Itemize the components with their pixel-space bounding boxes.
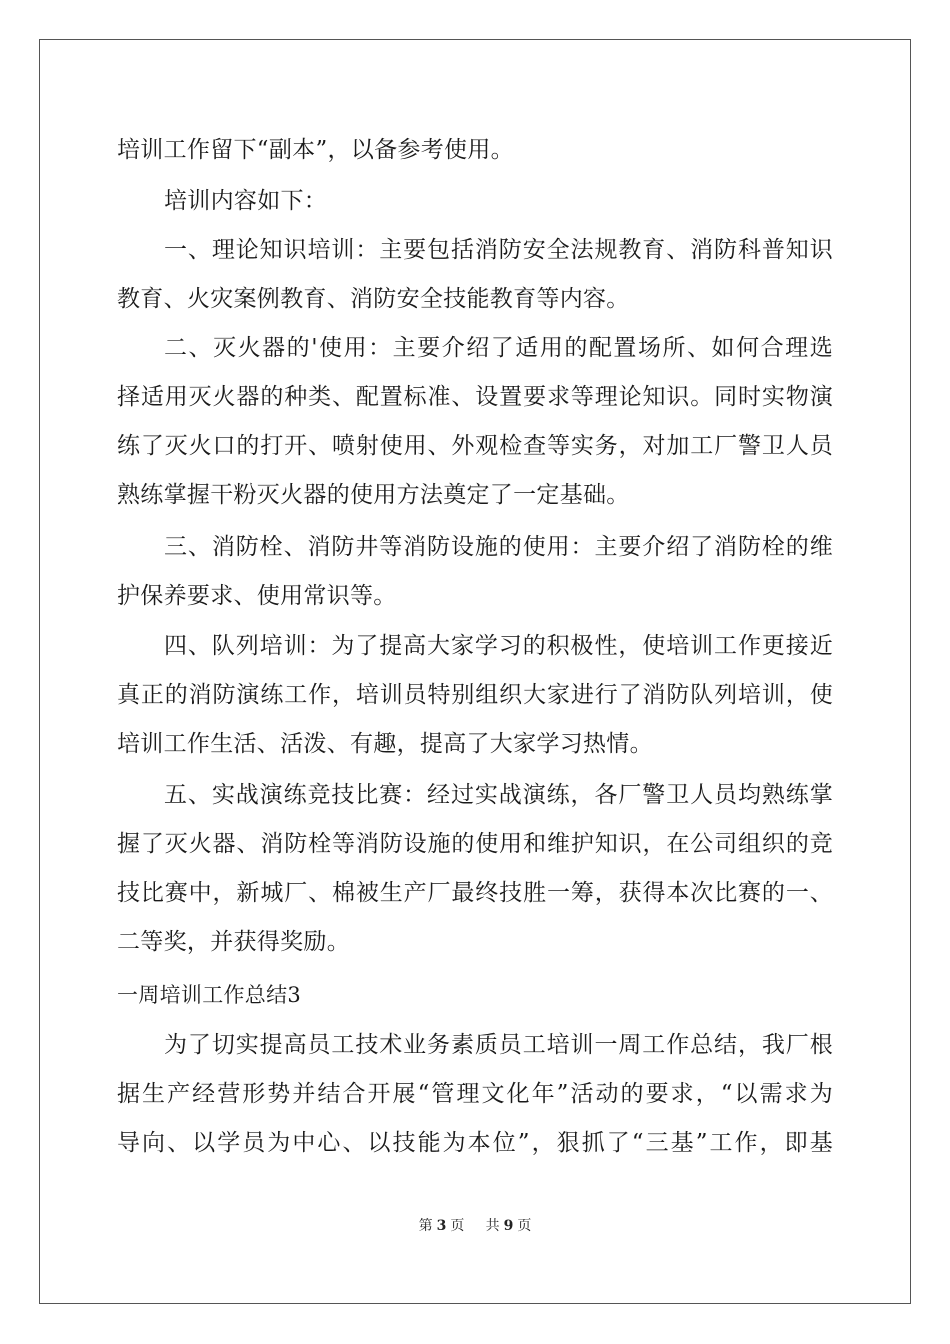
paragraph-line: 练了灭火口的打开、喷射使用、外观检查等实务，对加工厂警卫人员 [117, 433, 833, 459]
page-indicator [417, 1218, 467, 1234]
paragraph-line: 真正的消防演练工作，培训员特别组织大家进行了消防队列培训，使 [117, 682, 833, 708]
paragraph-line: 五、实战演练竞技比赛：经过实战演练，各厂警卫人员均熟练掌 [164, 782, 833, 808]
total-prefix: 共 [485, 1218, 500, 1234]
paragraph-line: 四、队列培训：为了提高大家学习的积极性，使培训工作更接近 [164, 633, 833, 659]
paragraph-line: 择适用灭火器的种类、配置标准、设置要求等理论知识。同时实物演 [117, 384, 833, 410]
total-suffix: 页 [517, 1218, 532, 1234]
paragraph-line: 技比赛中，新城厂、棉被生产厂最终技胜一筹，获得本次比赛的一、 [117, 880, 833, 906]
paragraph-line: 教育、火灾案例教育、消防安全技能教育等内容。 [117, 286, 630, 312]
paragraph-line: 二等奖，并获得奖励。 [117, 929, 350, 955]
paragraph-line: 据生产经营形势并结合开展“管理文化年”活动的要求，“以需求为 [117, 1081, 833, 1107]
paragraph-line: 护保养要求、使用常识等。 [117, 583, 397, 609]
page-suffix: 页 [450, 1218, 465, 1234]
paragraph-line: 培训工作生活、活泼、有趣，提高了大家学习热情。 [117, 731, 653, 757]
total-page-number: 9 [503, 1218, 514, 1234]
paragraph-line: 三、消防栓、消防井等消防设施的使用：主要介绍了消防栓的维 [164, 534, 833, 560]
paragraph-line: 培训工作留下“副本”，以备参考使用。 [117, 137, 514, 163]
paragraph-line: 为了切实提高员工技术业务素质员工培训一周工作总结，我厂根 [164, 1032, 833, 1058]
paragraph-line: 培训内容如下： [164, 188, 328, 214]
paragraph-line: 二、灭火器的'使用：主要介绍了适用的配置场所、如何合理选 [164, 335, 833, 361]
paragraph-line: 熟练掌握干粉灭火器的使用方法奠定了一定基础。 [117, 482, 630, 508]
paragraph-line: 握了灭火器、消防栓等消防设施的使用和维护知识，在公司组织的竞 [117, 831, 833, 857]
page-prefix: 第 [418, 1218, 433, 1234]
paragraph-line: 一、理论知识培训：主要包括消防安全法规教育、消防科普知识 [164, 237, 833, 263]
page-footer [0, 1217, 950, 1235]
section-heading: 一周培训工作总结3 [117, 983, 302, 1007]
total-pages-indicator [484, 1218, 534, 1234]
paragraph-line: 导向、以学员为中心、以技能为本位”，狠抓了“三基”工作，即基 [117, 1130, 833, 1156]
current-page-number: 3 [436, 1218, 447, 1234]
page-border [39, 39, 911, 1304]
